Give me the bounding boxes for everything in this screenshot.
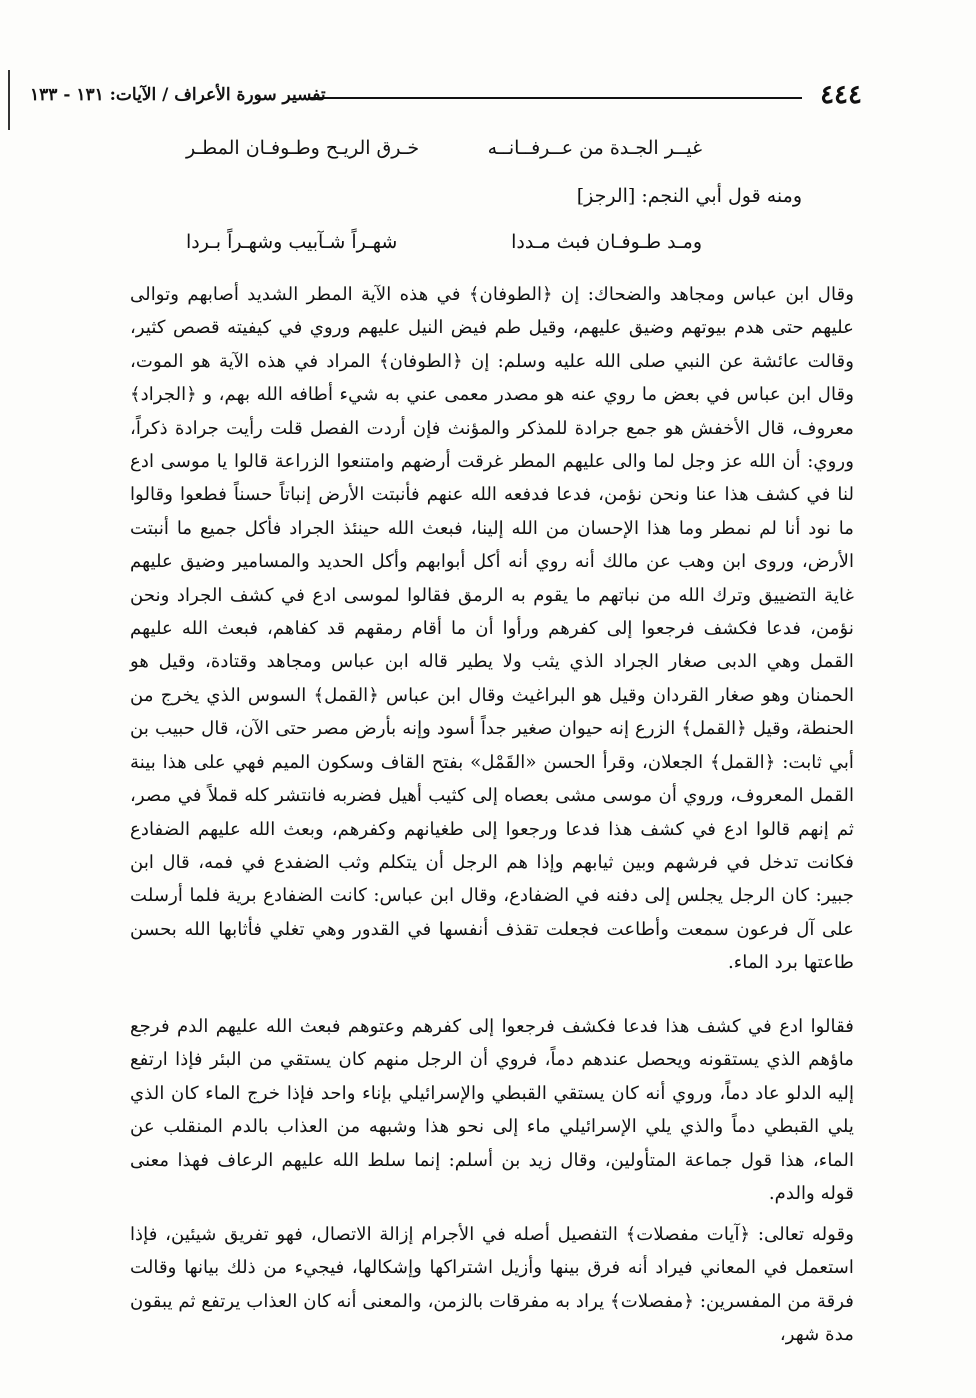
running-header — [30, 80, 862, 110]
running-title: تفسير سورة الأعراف / الآيات: ١٣١ - ١٣٣ — [30, 85, 326, 105]
verse-introduction: ومنه قول أبي النجم: [الرجز] — [576, 185, 802, 207]
verse-1-first-hemistich: غيــر الجـدة من عــرفــانــه — [487, 137, 702, 159]
poem-verse-2 — [186, 226, 702, 258]
poem-verse-1 — [186, 132, 702, 164]
header-rule — [310, 97, 802, 99]
commentary-paragraph-1: وقال ابن عباس ومجاهد والضحاك: إن ﴿الطوفان﴾ في هذه الآية المطر الشديد أصابهم وتوالى عليهم حتى هدم بيوتهم وضيق عليهم، وقيل طم فيض النيل عليهم وروي في كيفيته قصص كثير، وقالت عائشة عن النبي صلى الله عليه وسلم: إن ﴿الطوفان﴾ المراد في هذه الآية هو الموت، وقال ابن عباس في بعض ما روي عنه هو مصدر معمى عني به شيء أطافه الله بهم، و ﴿الجراد﴾ معروف، قال الأخفش هو جمع جرادة للمذكر والمؤنث فإن أردت الفصل قلت رأيت جرادة ذكراً، وروي: أن الله عز وجل لما والى عليهم المطر غرقت أرضهم وامتنعوا الزراعة قالوا يا موسى ادع لنا في كشف هذا عنا ونحن نؤمن، فدعا فدفعه الله عنهم فأنبتت الأرض إنباتاً حسناً فطعوا وقالوا ما نود أنا لم نمطر وما هذا الإحسان من الله إلينا، فبعث الله حينئذ الجراد فأكل جميع ما أنبتت الأرض، وروى ابن وهب عن مالك أنه روي أنه أكل أبوابهم وأكل الحديد والمسامير وضيق عليهم غاية التضييق وترك الله من نباتهم ما يقوم به الرمق فقالوا لموسى ادع في كشف الجراد ونحن نؤمن، فدعا فكشف فرجعوا إلى كفرهم ورأوا أن ما أقام رمقهم قد كفاهم، فبعث الله عليهم القمل وهي الدبى صغار الجراد الذي يثب ولا يطير قاله ابن عباس ومجاهد وقتادة، وقيل هو الحمنان وهو صغار القردان وقيل هو البراغيث وقال ابن عباس ﴿القمل﴾ السوس الذي يخرج من الحنطة، وقيل ﴿القمل﴾ الزرع إنه حيوان صغير جداً أسود وإنه بأرض مصر حتى الآن، قال حبيب بن أبي ثابت: ﴿القمل﴾ الجعلان، وقرأ الحسن «القَمْل» بفتح القاف وسكون الميم فهي على هذا بينة القمل المعروف، وروي أن موسى مشى بعصاه إلى كثيب أهيل فضربه فانتشر كله قملاً في مصر، ثم إنهم قالوا ادع في كشف هذا فدعا ورجعوا إلى طغيانهم وكفرهم، وبعث الله عليهم الضفادع فكانت تدخل في فرشهم وبين ثيابهم وإذا هم الرجل أن يتكلم وثب الضفدع في فمه، قال ابن جبير: كان الرجل يجلس إلى دفنه في الضفادع، وقال ابن عباس: كانت الضفادع برية فلما أرسلت على آل فرعون سمعت وأطاعت فجعلت تقذف أنفسها في القدور وهي تغلي فأثابها الله بحسن طاعتها برد الماء. — [130, 284, 854, 974]
commentary-paragraph-2: فقالوا ادع في كشف هذا فدعا فكشف فرجعوا إلى كفرهم وعتوهم فبعث الله عليهم الدم فرجع ماؤهم الذي يستقونه ويحصل عندهم دماً، فروي أن الرجل منهم كان يستقي من البئر فإذا ارتفع إليه الدلو عاد دماً، وروي أنه كان يستقي القبطي والإسرائيلي بإناء واحد فإذا خرج الماء كان الذي يلي القبطي دماً والذي يلي الإسرائيلي ماء إلى نحو هذا وشبهه من العذاب بالدم المنقلب عن الماء، هذا قول جماعة المتأولين، وقال زيد بن أسلم: إنما سلط الله عليهم الرعاف فهذا معنى قوله والدم. — [130, 1016, 854, 1205]
verse-1-second-hemistich: خـرق الريـح وطـوفـان المطـر — [186, 137, 420, 159]
verse-2-first-hemistich: ومـد طـوفـان فبث مـددا — [511, 231, 702, 253]
verse-2-second-hemistich: شهـراً شـآبيب وشهـراً بـردا — [186, 231, 398, 253]
page-edge-mark — [8, 70, 10, 130]
page-number: ٤٤٤ — [820, 80, 862, 110]
commentary-paragraph-3: وقوله تعالى: ﴿آيات مفصلات﴾ التفصيل أصله في الأجرام إزالة الاتصال، فهو تفريق شيئين، فإذا استعمل في المعاني فيراد أنه فرق بينها وأزيل اشتراكها وإشكالها، فيجيء من ذلك بيانها وقالت فرقة من المفسرين: ﴿مفصلات﴾ يراد به مفرقات بالزمن، والمعنى أنه كان العذاب يرتفع ثم يبقون مدة شهر، — [130, 1224, 854, 1346]
